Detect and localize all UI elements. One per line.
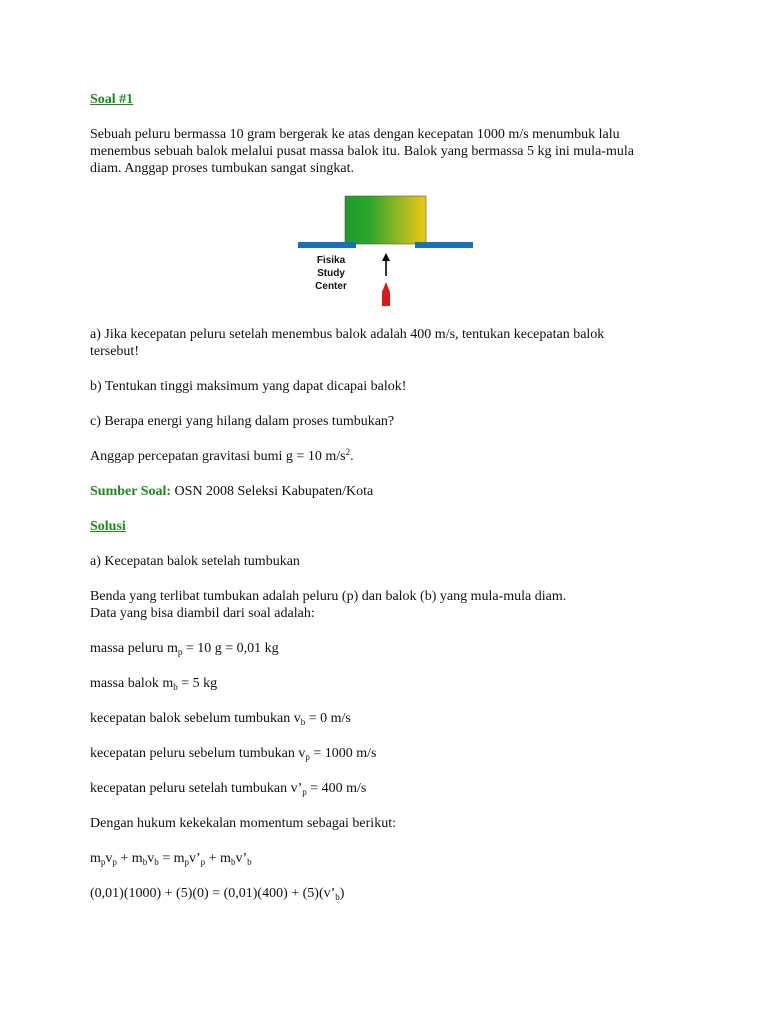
data-v-bullet-after: kecepatan peluru setelah tumbukan $v’_p = 400$ m/s [90, 781, 367, 797]
question-b: b) Tentukan tinggi maksimum yang dapat dicapai balok! [90, 379, 407, 394]
data-mass-block: massa balok $m_b = 5$ kg [90, 676, 218, 692]
figure-watermark-label [296, 254, 366, 293]
data-v-block-before: kecepatan balok sebelum tumbukan $v_b = 0$ m/s [90, 711, 351, 727]
solution-heading: Solusi [90, 519, 126, 534]
figure-label-line-1: Fisika [316, 255, 346, 266]
solution-context-line-1: Benda yang terlibat tumbukan adalah peluru (p) dan balok (b) yang mula-mula diam. [90, 589, 567, 604]
momentum-intro: Dengan hukum kekekalan momentum sebagai berikut: [90, 816, 396, 831]
source-line [90, 483, 373, 500]
problem-intro-line-2: menembus sebuah balok melalui pusat massa balok itu. Balok yang bermassa 5 kg ini mula-mula [90, 144, 634, 159]
platform-left [298, 242, 356, 248]
figure-label-line-3: Center [315, 281, 347, 292]
problem-intro-line-1: Sebuah peluru bermassa 10 gram bergerak ke atas dengan kecepatan 1000 m/s menumbuk lalu [90, 127, 620, 142]
arrow-head [382, 253, 390, 261]
platform-right [415, 242, 473, 248]
bullet [382, 282, 390, 306]
problem-heading: Soal #1 [90, 92, 134, 107]
source-text: OSN 2008 Seleksi Kabupaten/Kota [171, 484, 374, 499]
question-a-line-2: tersebut! [90, 344, 139, 359]
figure-label-line-2: Study [317, 268, 345, 279]
solution-part-a-title: a) Kecepatan balok setelah tumbukan [90, 554, 300, 569]
data-v-bullet-before: kecepatan peluru sebelum tumbukan $v_p = 1000$ m/s [90, 746, 377, 762]
bullet-block-figure [296, 194, 476, 314]
momentum-equation: $m_pv_p + m_bv_b$ = $m_pv’_p$ + $m_bv’_b$ [90, 851, 252, 867]
gravity-note: Anggap percepatan gravitasi bumi g = 10 $m/s^2$. [90, 447, 354, 464]
source-label: Sumber Soal: [90, 484, 172, 499]
data-mass-bullet: massa peluru $m_p = 10$ g = 0,01 kg [90, 641, 279, 657]
problem-intro-line-3: diam. Anggap proses tumbukan sangat singkat. [90, 161, 355, 176]
solution-context-line-2: Data yang bisa diambil dari soal adalah: [90, 606, 315, 621]
block [345, 196, 426, 244]
question-c: c) Berapa energi yang hilang dalam proses tumbukan? [90, 414, 395, 429]
momentum-substitution: $(0,01)(1000) + (5)(0) = (0,01)(400) + (5)(v’_b)$ [90, 886, 345, 902]
question-a-line-1: a) Jika kecepatan peluru setelah menembus balok adalah 400 m/s, tentukan kecepatan balok [90, 327, 605, 342]
